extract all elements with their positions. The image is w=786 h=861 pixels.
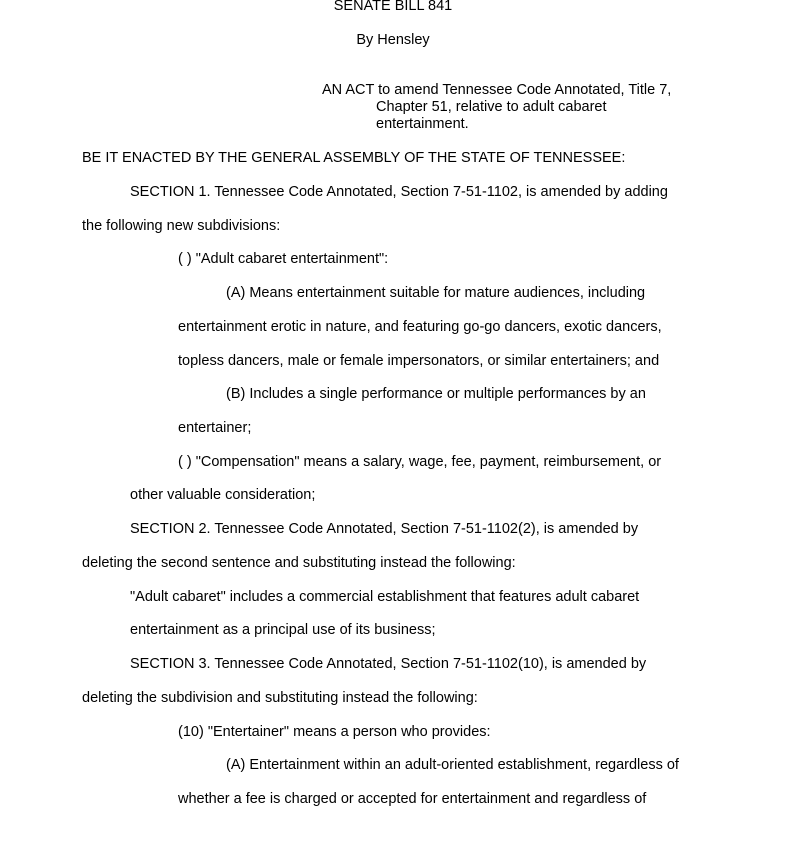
section-2-intro: SECTION 2. Tennessee Code Annotated, Section 7-51-1102(2), is amended by bbox=[130, 521, 639, 537]
section-3-definition-a-line-2: whether a fee is charged or accepted for entertainment and regardless of bbox=[178, 791, 647, 807]
section-1-definition-a: (A) Means entertainment suitable for mature audiences, including bbox=[226, 285, 646, 301]
section-2-quote: "Adult cabaret" includes a commercial establishment that features adult cabaret bbox=[130, 589, 640, 605]
section-3-intro-continued: deleting the subdivision and substituting instead the following: bbox=[82, 690, 478, 706]
section-1-compensation-definition: ( ) "Compensation" means a salary, wage, fee, payment, reimbursement, or bbox=[178, 454, 662, 470]
section-3-definition-heading: (10) "Entertainer" means a person who provides: bbox=[178, 724, 491, 740]
section-1-definition-a-line-3: topless dancers, male or female impersonators, or similar entertainers; and bbox=[178, 353, 660, 369]
caption-line-3: entertainment. bbox=[376, 116, 469, 132]
section-1-intro-continued: the following new subdivisions: bbox=[82, 218, 281, 234]
bill-title: SENATE BILL 841 bbox=[333, 0, 453, 14]
caption-line-1: AN ACT to amend Tennessee Code Annotated, Title 7, bbox=[322, 82, 672, 98]
section-3-intro: SECTION 3. Tennessee Code Annotated, Section 7-51-1102(10), is amended by bbox=[130, 656, 647, 672]
section-1-compensation-definition-line-2: other valuable consideration; bbox=[130, 487, 316, 503]
section-1-definition-b: (B) Includes a single performance or multiple performances by an bbox=[226, 386, 646, 402]
section-1-intro: SECTION 1. Tennessee Code Annotated, Section 7-51-1102, is amended by adding bbox=[130, 184, 668, 200]
section-2-quote-line-2: entertainment as a principal use of its business; bbox=[130, 622, 436, 638]
bill-sponsor: By Hensley bbox=[356, 32, 430, 48]
enacting-clause: BE IT ENACTED BY THE GENERAL ASSEMBLY OF THE STATE OF TENNESSEE: bbox=[82, 150, 626, 166]
section-1-definition-b-line-2: entertainer; bbox=[178, 420, 252, 436]
section-3-definition-a: (A) Entertainment within an adult-oriented establishment, regardless of bbox=[226, 757, 679, 773]
caption-line-2: Chapter 51, relative to adult cabaret bbox=[376, 99, 607, 115]
section-1-definition-a-line-2: entertainment erotic in nature, and featuring go-go dancers, exotic dancers, bbox=[178, 319, 662, 335]
section-2-intro-continued: deleting the second sentence and substituting instead the following: bbox=[82, 555, 516, 571]
section-1-definition-heading: ( ) "Adult cabaret entertainment": bbox=[178, 251, 389, 267]
